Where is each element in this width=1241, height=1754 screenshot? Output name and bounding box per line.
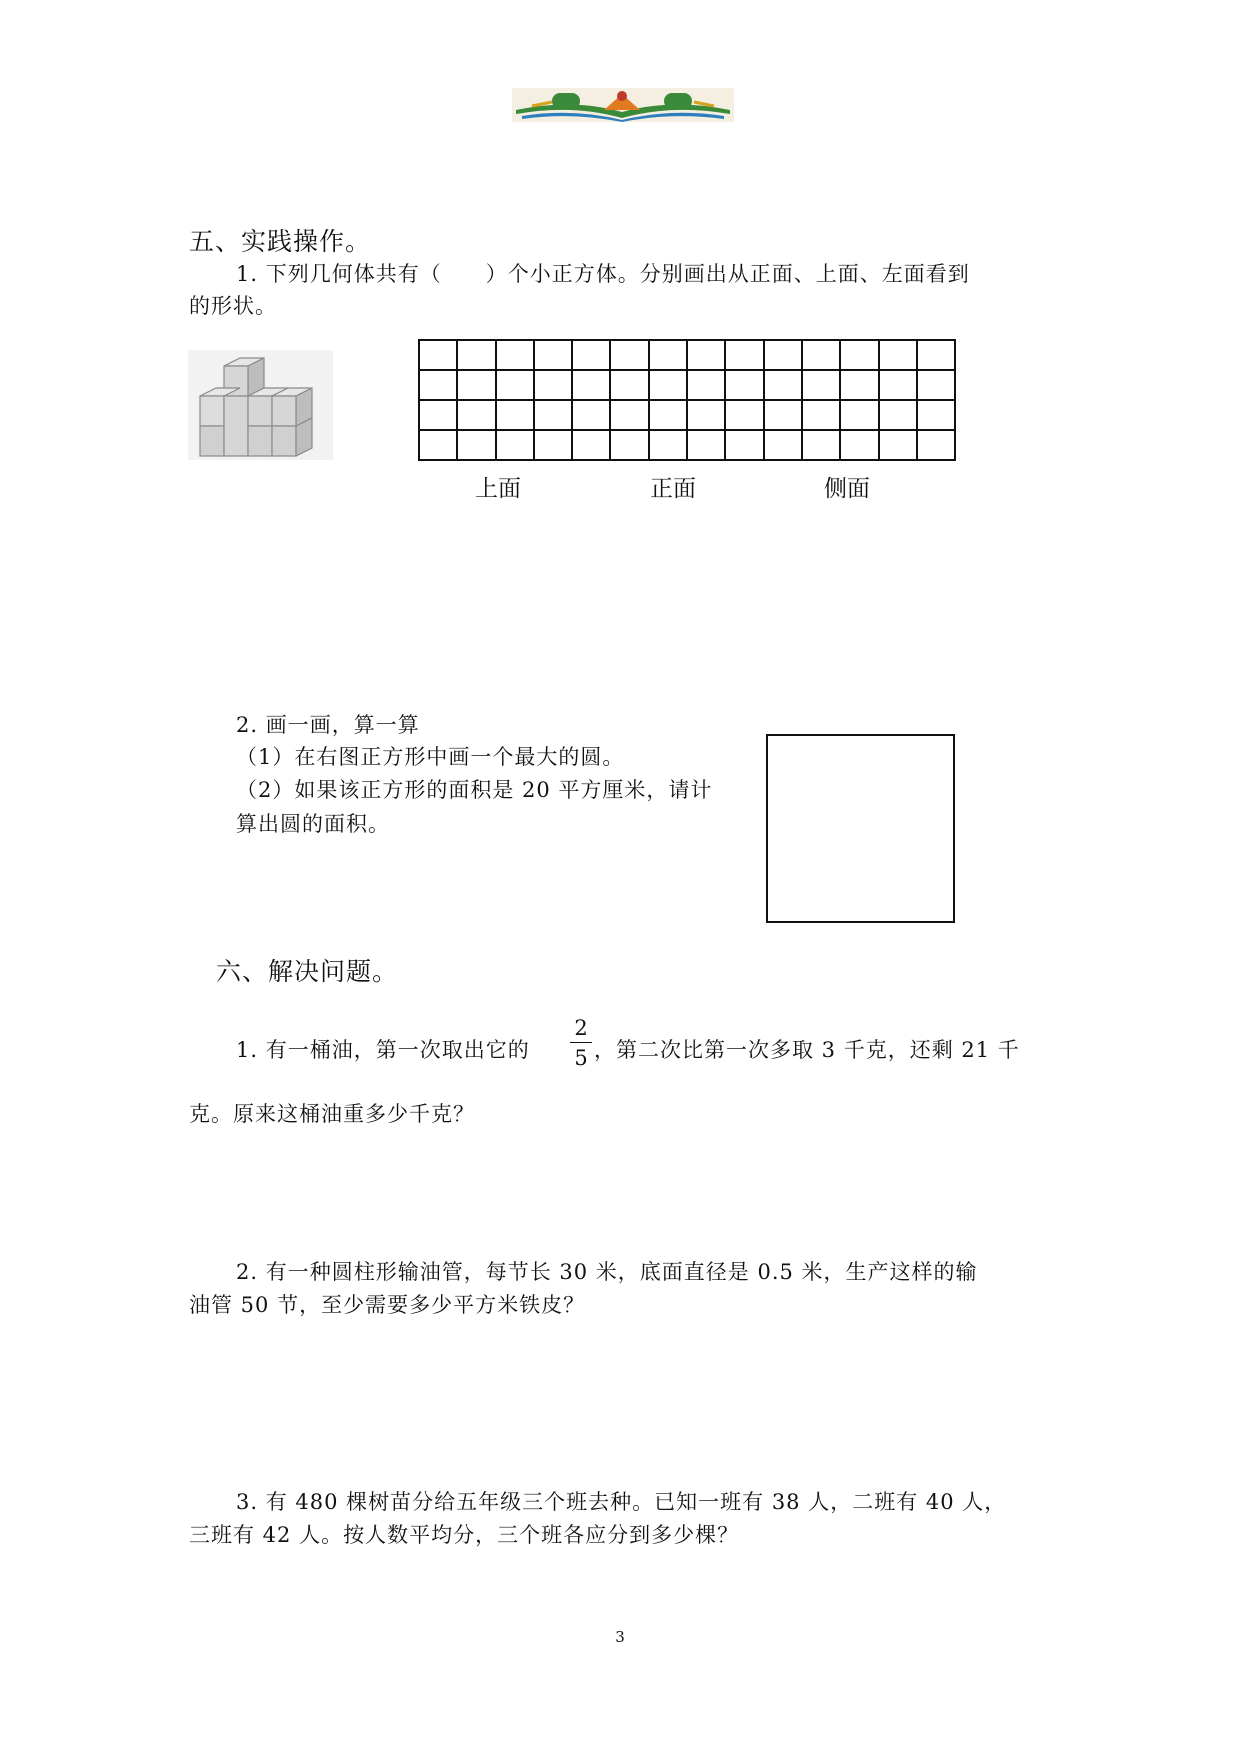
grid-cell[interactable] <box>572 340 610 370</box>
grid-cell[interactable] <box>764 430 802 460</box>
grid-cell[interactable] <box>840 430 878 460</box>
grid-cell[interactable] <box>840 400 878 430</box>
grid-cell[interactable] <box>840 340 878 370</box>
question-5-2-title: 2. 画一画，算一算 <box>236 713 420 737</box>
question-5-2-sub2b: 算出圆的面积。 <box>236 812 390 836</box>
grid-cell[interactable] <box>457 430 495 460</box>
grid-cell[interactable] <box>879 400 917 430</box>
fraction-denominator: 5 <box>574 1046 588 1070</box>
grid-cell[interactable] <box>802 370 840 400</box>
grid-cell[interactable] <box>725 370 763 400</box>
grid-cell[interactable] <box>917 430 955 460</box>
header-logo <box>512 88 734 122</box>
question-5-2-sub2a: （2）如果该正方形的面积是 20 平方厘米，请计 <box>236 778 713 802</box>
label-front-view: 正面 <box>650 476 696 502</box>
fraction-two-fifths <box>570 1018 592 1069</box>
grid-cell[interactable] <box>725 340 763 370</box>
question-6-1-after: ，第二次比第一次多取 3 千克，还剩 21 千 <box>594 1038 1020 1062</box>
grid-cell[interactable] <box>879 430 917 460</box>
grid-cell[interactable] <box>649 340 687 370</box>
question-6-2-line1: 2. 有一种圆柱形输油管，每节长 30 米，底面直径是 0.5 米，生产这样的输 <box>236 1260 978 1284</box>
grid-cell[interactable] <box>917 370 955 400</box>
grid-cell[interactable] <box>496 370 534 400</box>
question-6-1-before: 1. 有一桶油，第一次取出它的 <box>236 1038 530 1062</box>
grid-cell[interactable] <box>687 340 725 370</box>
grid-cell[interactable] <box>764 340 802 370</box>
question-5-1-line2: 的形状。 <box>189 294 277 318</box>
question-6-3-line1: 3. 有 480 棵树苗分给五年级三个班去种。已知一班有 38 人，二班有 40 人， <box>236 1490 1007 1514</box>
section-heading-5: 五、实践操作。 <box>189 227 372 256</box>
grid-cell[interactable] <box>534 430 572 460</box>
section-heading-6: 六、解决问题。 <box>216 957 399 986</box>
grid-cell[interactable] <box>457 340 495 370</box>
grid-cell[interactable] <box>496 430 534 460</box>
grid-cell[interactable] <box>610 430 648 460</box>
grid-cell[interactable] <box>457 370 495 400</box>
question-5-1-line1: 1. 下列几何体共有（ ）个小正方体。分别画出从正面、上面、左面看到 <box>236 262 970 286</box>
grid-cell[interactable] <box>840 370 878 400</box>
square-drawing-box[interactable] <box>766 734 955 923</box>
grid-cell[interactable] <box>725 400 763 430</box>
fraction-numerator: 2 <box>574 1016 588 1040</box>
grid-cell[interactable] <box>610 340 648 370</box>
question-6-3-line2: 三班有 42 人。按人数平均分，三个班各应分到多少棵？ <box>189 1523 740 1547</box>
label-top-view: 上面 <box>475 476 521 502</box>
grid-cell[interactable] <box>534 340 572 370</box>
grid-cell[interactable] <box>687 370 725 400</box>
grid-cell[interactable] <box>610 370 648 400</box>
grid-cell[interactable] <box>534 370 572 400</box>
grid-cell[interactable] <box>457 400 495 430</box>
grid-cell[interactable] <box>802 340 840 370</box>
grid-cell[interactable] <box>687 430 725 460</box>
grid-cell[interactable] <box>917 400 955 430</box>
grid-cell[interactable] <box>419 430 457 460</box>
grid-cell[interactable] <box>764 370 802 400</box>
grid-cell[interactable] <box>725 430 763 460</box>
grid-cell[interactable] <box>496 400 534 430</box>
grid-cell[interactable] <box>879 370 917 400</box>
grid-cell[interactable] <box>419 340 457 370</box>
grid-cell[interactable] <box>572 400 610 430</box>
grid-cell[interactable] <box>610 400 648 430</box>
grid-cell[interactable] <box>534 400 572 430</box>
grid-cell[interactable] <box>802 430 840 460</box>
grid-cell[interactable] <box>572 430 610 460</box>
grid-cell[interactable] <box>649 430 687 460</box>
grid-cell[interactable] <box>419 370 457 400</box>
grid-cell[interactable] <box>879 340 917 370</box>
grid-cell[interactable] <box>649 400 687 430</box>
drawing-grid[interactable] <box>418 339 956 461</box>
question-6-1-line2: 克。原来这桶油重多少千克？ <box>189 1102 475 1126</box>
cube-stack-figure <box>188 350 333 460</box>
grid-cell[interactable] <box>496 340 534 370</box>
grid-cell[interactable] <box>687 400 725 430</box>
label-side-view: 侧面 <box>824 476 870 502</box>
grid-cell[interactable] <box>917 340 955 370</box>
grid-cell[interactable] <box>649 370 687 400</box>
grid-cell[interactable] <box>572 370 610 400</box>
page-number: 3 <box>615 1628 625 1646</box>
grid-cell[interactable] <box>419 400 457 430</box>
question-6-2-line2: 油管 50 节，至少需要多少平方米铁皮？ <box>189 1293 586 1317</box>
grid-cell[interactable] <box>764 400 802 430</box>
grid-cell[interactable] <box>802 400 840 430</box>
question-5-2-sub1: （1）在右图正方形中画一个最大的圆。 <box>236 745 625 769</box>
